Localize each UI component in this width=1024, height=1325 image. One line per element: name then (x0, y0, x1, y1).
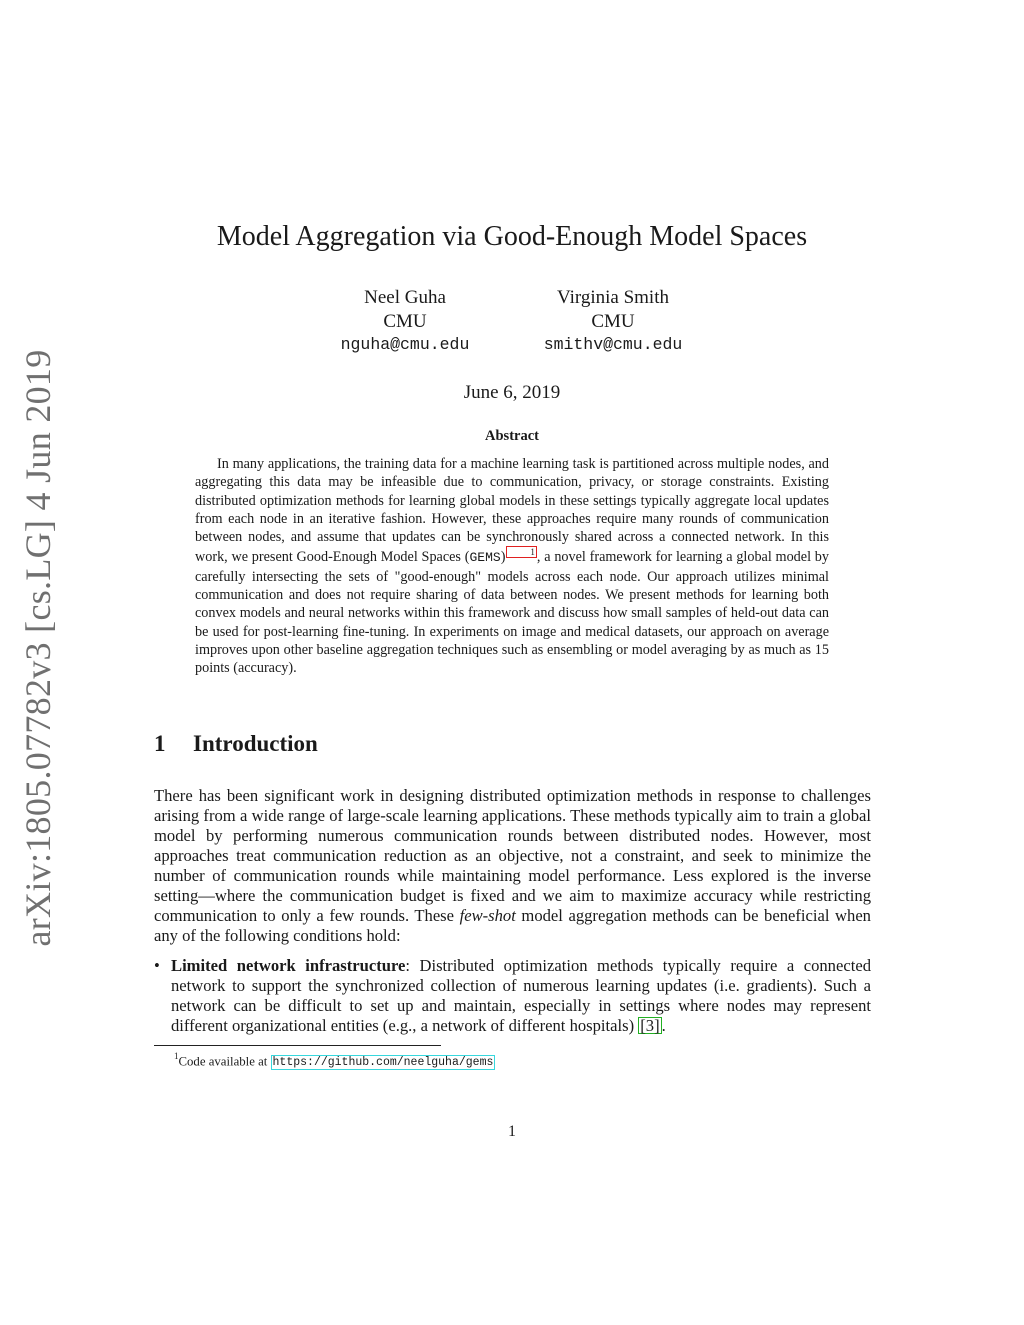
author-block (513, 286, 713, 357)
bullet-body: : Distributed optimization methods typically require a connected network to support the synchronized collection of numerous learning updates (i.e. gradients). Such a network can be difficult to set up and maintain, especially in settings where nodes may represent different organizational entities (e.g., a network of different hospitals) (171, 956, 871, 1035)
paper-date: June 6, 2019 (463, 382, 561, 403)
abstract-text (195, 455, 829, 678)
intro-emphasis: few-shot (459, 906, 516, 925)
bullet-marker: • (154, 956, 160, 975)
bullet-text (171, 956, 871, 1036)
author-affiliation: CMU (591, 310, 635, 332)
author-block (305, 286, 505, 357)
gems-term: GEMS (469, 550, 501, 566)
footnote-marker: 1 (174, 1051, 179, 1061)
author-email[interactable]: smithv@cmu.edu (543, 335, 683, 354)
code-url-link[interactable]: https://github.com/neelguha/gems (272, 1056, 494, 1070)
intro-part: There has been significant work in designing distributed optimization methods in response to challenges arising from a wide range of large-scale learning applications. These methods typically aim to train a global model by performing numerous communication rounds between distributed nodes. However, most approaches treat communication reduction as an objective, not a constraint, and seek to minimize the number of communication rounds while maintaining model performance. Less explored is the inverse setting—where the communication budget is fixed and we aim to maximize accuracy while restricting communication to only a few rounds. These (154, 786, 871, 925)
abstract-part: ) (500, 549, 506, 566)
footnote-ref-link[interactable]: 1 (506, 546, 537, 558)
bullet-label: Limited network infrastructure (171, 956, 406, 975)
section-number: 1 (154, 731, 166, 756)
paper-title: Model Aggregation via Good-Enough Model Spaces (216, 221, 808, 252)
bullet-item (154, 956, 871, 1036)
arxiv-side-stamp: arXiv:1805.07782v3 [cs.LG] 4 Jun 2019 (18, 349, 58, 947)
citation-link[interactable]: [3] (640, 1016, 660, 1035)
bullet-end: . (661, 1016, 666, 1035)
abstract-heading: Abstract (485, 428, 539, 444)
intro-part: model aggregation methods can be beneficial when any of the following conditions hold: (154, 906, 871, 945)
footnote-rule (154, 1045, 441, 1046)
page-number: 1 (508, 1123, 516, 1140)
author-affiliation: CMU (383, 310, 427, 332)
footnote (174, 1049, 495, 1071)
intro-paragraph (154, 786, 871, 946)
footnote-text: Code available at (178, 1054, 271, 1069)
author-email[interactable]: nguha@cmu.edu (340, 335, 470, 354)
author-name: Neel Guha (364, 287, 446, 308)
abstract-part: , a novel framework for learning a global model by carefully intersecting the sets of "good-enough" models across each node. Our approach utilizes minimal communication and does not require sharing of data between nodes. We present methods for learning both convex models and neural networks within this framework and discuss how small samples of held-out data can be used for post-learning fine-tuning. In experiments on image and medical datasets, our approach on average improves upon other baseline aggregation techniques such as ensembling or model averaging by as much as 15 points (accuracy). (195, 549, 829, 677)
section-title: Introduction (193, 731, 318, 756)
abstract-part: In many applications, the training data for a machine learning task is partitioned across multiple nodes, and aggregating this data may be infeasible due to communication, privacy, or storage constraints. Existing distributed optimization methods for learning global models in these settings typically aggregate local updates from each node in an iterative fashion. However, these approaches require many rounds of communication between nodes, and assume that updates can be synchronously shared across a connected network. In this work, we present Good-Enough Model Spaces ( (195, 456, 829, 566)
author-name: Virginia Smith (557, 287, 669, 308)
section-heading (154, 731, 318, 757)
